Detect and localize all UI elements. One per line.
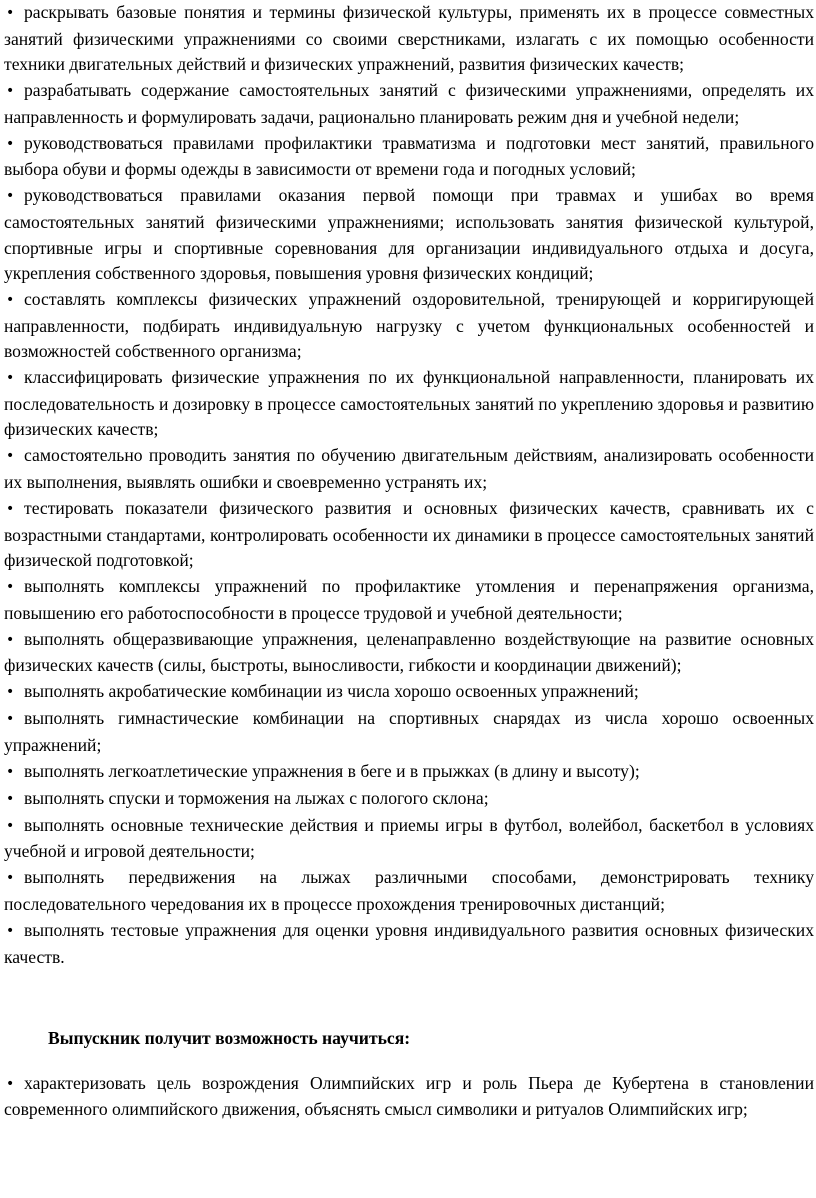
- list-item-text: классифицировать физические упражнения по их функциональной направленности, планировать их последовательность и дозировку в процессе самостоятельных занятий по укреплению здоровья и развитию физических качеств;: [4, 367, 814, 440]
- list-item-text: характеризовать цель возрождения Олимпийских игр и роль Пьера де Кубертена в становлении современного олимпийского движения, объяснять смысл символики и ритуалов Олимпийских игр;: [4, 1072, 814, 1120]
- list-item-text: выполнять общеразвивающие упражнения, целенаправленно воздействующие на развитие основных физических качеств (силы, быстроты, выносливости, гибкости и координации движений);: [4, 628, 814, 676]
- document-page: [4, 0, 814, 1123]
- list-item-text: выполнять передвижения на лыжах различными способами, демонстрировать технику последовательного чередования их в процессе прохождения тренировочных дистанций;: [4, 867, 814, 915]
- list-item-text: выполнять легкоатлетические упражнения в беге и в прыжках (в длину и высоту);: [24, 760, 640, 781]
- bullet-icon: •: [6, 684, 15, 701]
- list-item: [4, 496, 814, 574]
- list-item-text: руководствоваться правилами оказания первой помощи при травмах и ушибах во время самостоятельных занятий физическими упражнениями; использовать занятия физической культурой, спортивные игры и спортивные соревнования для организации индивидуального отдыха и досуга, укрепления собственного здоровья, повышения уровня физических кондиций;: [4, 185, 814, 284]
- list-item-text: выполнять спуски и торможения на лыжах с пологого склона;: [24, 787, 489, 808]
- bullet-icon: •: [6, 188, 15, 205]
- list-item: [4, 0, 814, 78]
- list-item-text: выполнять тестовые упражнения для оценки уровня индивидуального развития основных физических качеств.: [4, 920, 814, 967]
- bullet-icon: •: [6, 923, 15, 940]
- list-item-text: составлять комплексы физических упражнений оздоровительной, тренирующей и корригирующей направленности, подбирать индивидуальную нагрузку с учетом функциональных особенностей и возможностей собственного организма;: [4, 289, 814, 362]
- bullet-icon: •: [6, 501, 15, 518]
- bullet-icon: •: [6, 135, 15, 152]
- bullet-icon: •: [6, 5, 15, 21]
- list-item: [4, 443, 814, 495]
- list-item: [4, 627, 814, 679]
- bullet-icon: •: [6, 83, 15, 100]
- list-item: [4, 574, 814, 626]
- bullet-list-secondary: [4, 1071, 814, 1123]
- list-item: [4, 679, 814, 706]
- list-item-text: разрабатывать содержание самостоятельных занятий с физическими упражнениями, определять их направленность и формулировать задачи, рационально планировать режим дня и учебной недели;: [4, 80, 814, 127]
- bullet-icon: •: [6, 711, 15, 728]
- bullet-icon: •: [6, 817, 15, 834]
- bullet-icon: •: [6, 292, 15, 309]
- bullet-icon: •: [6, 448, 15, 465]
- list-item-text: тестировать показатели физического развития и основных физических качеств, сравнивать их с возрастными стандартами, контролировать особенности их динамики в процессе самостоятельных занятий физической подготовкой;: [4, 498, 814, 571]
- list-item-text: выполнять акробатические комбинации из числа хорошо освоенных упражнений;: [24, 681, 639, 702]
- bullet-icon: •: [6, 790, 15, 807]
- list-item: [4, 131, 814, 183]
- bullet-icon: •: [6, 631, 15, 648]
- bullet-icon: •: [6, 579, 15, 596]
- bullet-icon: •: [6, 763, 15, 780]
- list-item: [4, 706, 814, 758]
- list-item-text: выполнять гимнастические комбинации на спортивных снарядах из числа хорошо освоенных упражнений;: [4, 708, 814, 755]
- list-item: [4, 918, 814, 970]
- list-item: [4, 1071, 814, 1123]
- section-heading: Выпускник получит возможность научиться:: [48, 1028, 411, 1049]
- list-item: [4, 759, 814, 786]
- list-item-text: руководствоваться правилами профилактики травматизма и подготовки мест занятий, правильного выбора обуви и формы одежды в зависимости от времени года и погодных условий;: [4, 132, 814, 180]
- list-item: [4, 786, 814, 813]
- list-item: [4, 865, 814, 917]
- bullet-list: [4, 0, 814, 970]
- list-item: [4, 183, 814, 286]
- bullet-icon: •: [6, 370, 15, 387]
- list-item: [4, 287, 814, 365]
- bullet-icon: •: [6, 1075, 15, 1092]
- list-item: [4, 813, 814, 865]
- list-item-text: раскрывать базовые понятия и термины физической культуры, применять их в процессе совместных занятий физическими упражнениями со своими сверстниками, излагать с их помощью особенности техники двигательных действий и физических упражнений, развития физических качеств;: [4, 2, 814, 75]
- list-item-text: самостоятельно проводить занятия по обучению двигательным действиям, анализировать особенности их выполнения, выявлять ошибки и своевременно устранять их;: [4, 445, 814, 493]
- list-item: [4, 78, 814, 130]
- list-item-text: выполнять основные технические действия и приемы игры в футбол, волейбол, баскетбол в условиях учебной и игровой деятельности;: [4, 814, 814, 862]
- list-item: [4, 365, 814, 443]
- list-item-text: выполнять комплексы упражнений по профилактике утомления и перенапряжения организма, повышению его работоспособности в процессе трудовой и учебной деятельности;: [4, 576, 814, 623]
- bullet-icon: •: [6, 870, 15, 887]
